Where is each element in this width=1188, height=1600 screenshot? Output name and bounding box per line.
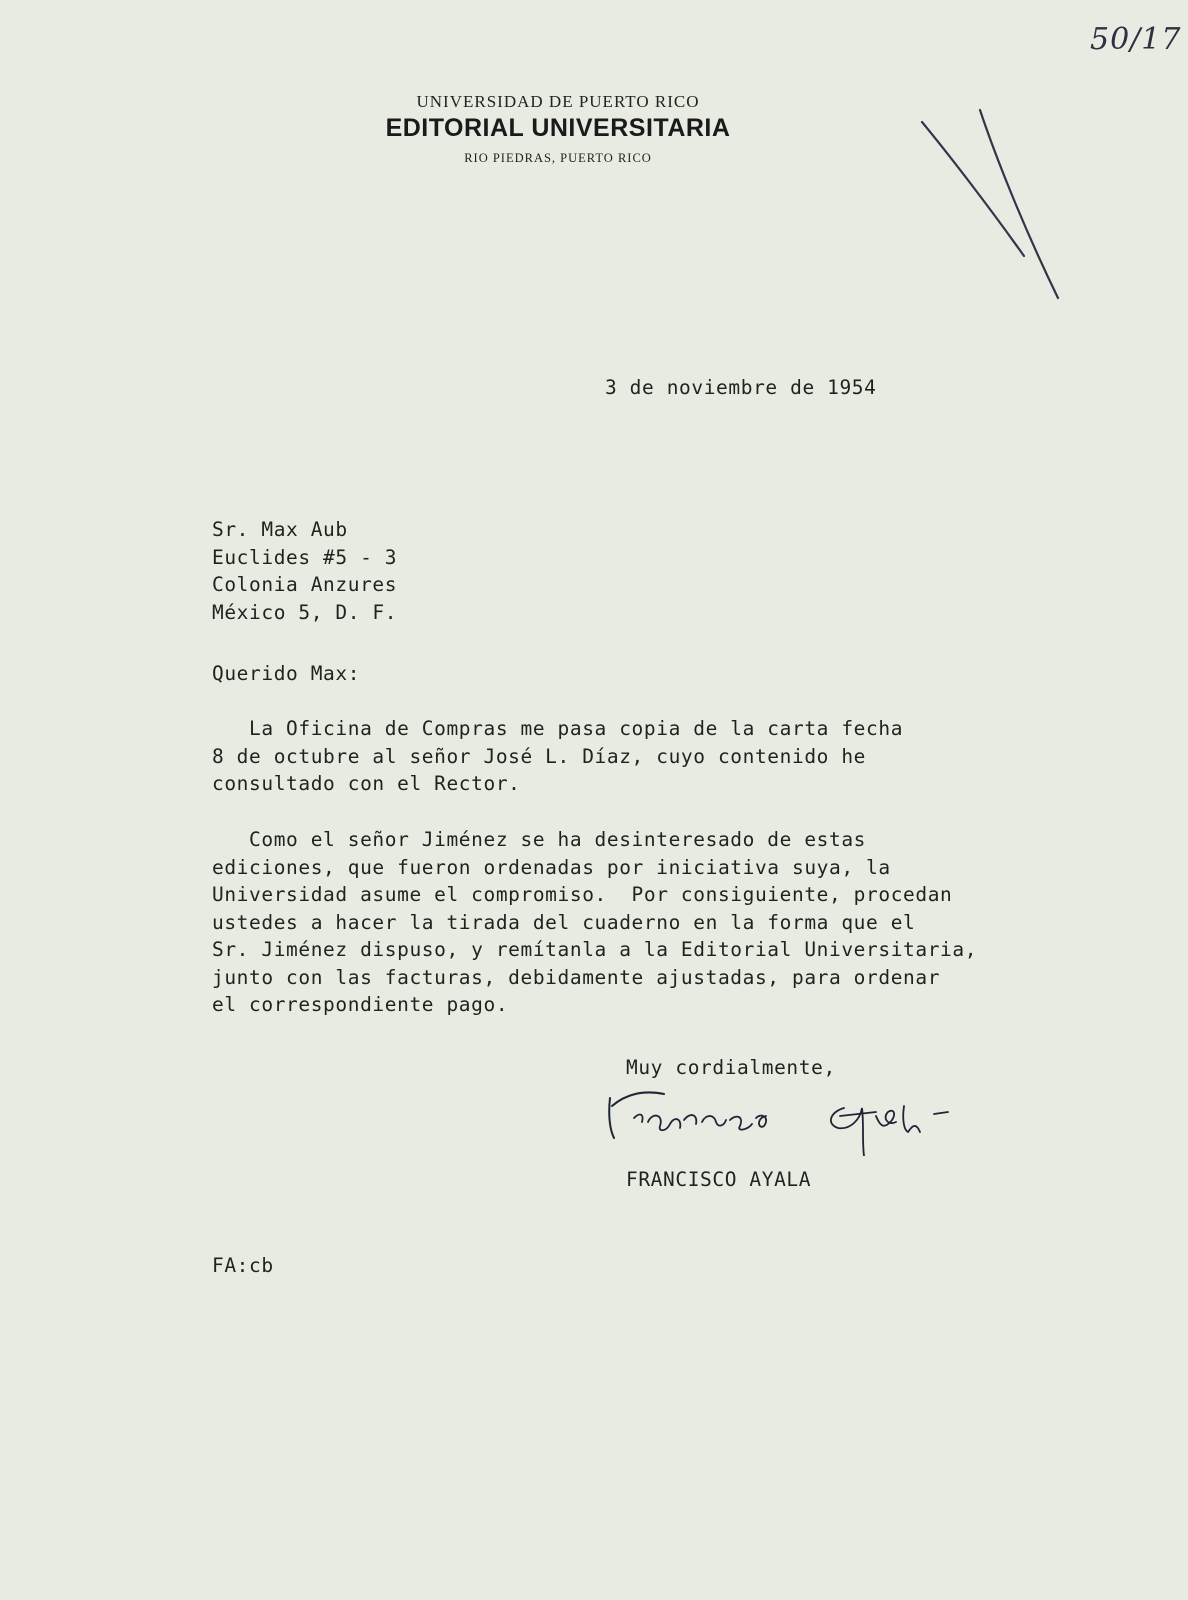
letterhead-institution: UNIVERSIDAD DE PUERTO RICO — [416, 92, 700, 111]
recipient-street: Euclides #5 - 3 — [212, 545, 398, 569]
recipient-neighborhood: Colonia Anzures — [212, 573, 398, 596]
closing: Muy cordialmente, — [626, 1056, 836, 1079]
signer-name: FRANCISCO AYALA — [626, 1168, 812, 1191]
paragraph-line: Sr. Jiménez dispuso, y remítanla a la Editorial Universitaria, — [212, 938, 978, 961]
body-paragraph-2 — [212, 826, 977, 1019]
archive-mark: 50/17 — [1090, 22, 1182, 57]
recipient-name: Sr. Max Aub — [212, 518, 348, 541]
paragraph-line: junto con las facturas, debidamente ajustadas, para ordenar — [212, 965, 941, 989]
paragraph-line: Como el señor Jiménez se ha desinteresado de estas — [212, 828, 867, 851]
recipient-city: México 5, D. F. — [212, 600, 398, 624]
paragraph-line: consultado con el Rector. — [212, 772, 521, 795]
body-paragraph-1 — [212, 715, 903, 798]
paragraph-line: el correspondiente pago. — [212, 993, 509, 1016]
paragraph-line: La Oficina de Compras me pasa copia de la carta fecha — [212, 717, 904, 740]
letterhead-publisher: EDITORIAL UNIVERSITARIA — [385, 114, 731, 142]
letterhead-location: RIO PIEDRAS, PUERTO RICO — [464, 151, 652, 165]
paragraph-line: ediciones, que fueron ordenadas por iniciativa suya, la — [212, 855, 891, 879]
letter-date: 3 de noviembre de 1954 — [605, 376, 877, 399]
paragraph-line: Universidad asume el compromiso. Por consiguiente, procedan — [212, 883, 953, 906]
salutation: Querido Max: — [212, 662, 361, 685]
reference-initials: FA:cb — [212, 1254, 274, 1277]
handwritten-signature — [604, 1086, 1024, 1156]
pen-strokes-mark — [920, 108, 1080, 308]
paragraph-line: 8 de octubre al señor José L. Díaz, cuyo contenido he — [212, 744, 867, 768]
recipient-address — [212, 516, 397, 626]
paragraph-line: ustedes a hacer la tirada del cuaderno en la forma que el — [212, 910, 916, 934]
